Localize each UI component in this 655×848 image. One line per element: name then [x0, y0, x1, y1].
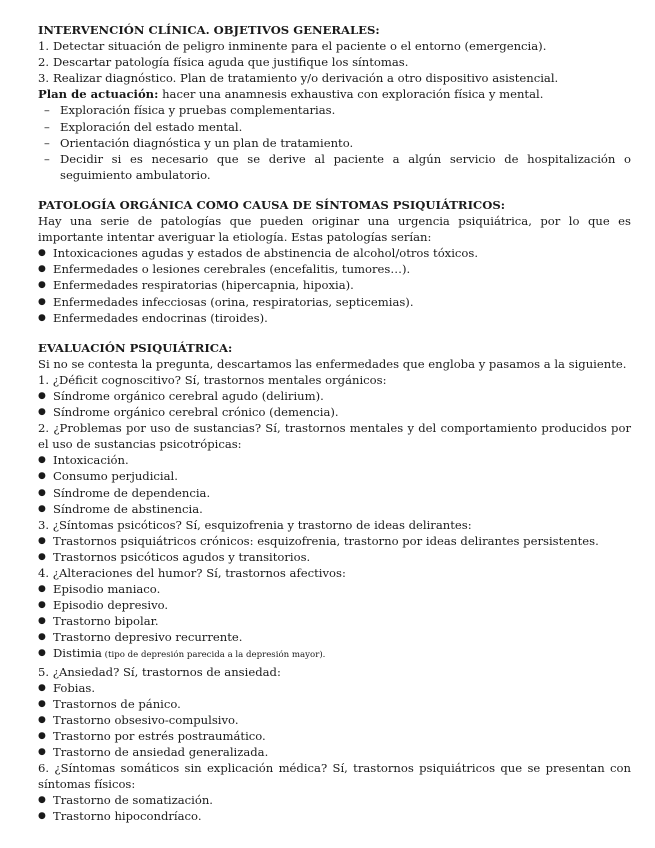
bullet-item: ● Episodio depresivo. [38, 598, 169, 613]
numbered-item: 2. Descartar patología física aguda que justifique los síntomas. [38, 55, 409, 70]
dash-item: – Exploración del estado mental. [44, 119, 243, 134]
question-6: 6. ¿Síntomas somáticos sin explicación médica? Sí, trastornos psiquiátricos que se presentan con síntomas físicos: [38, 761, 631, 792]
dash-item: – Decidir si es necesario que se derive al paciente a algún servicio de hospitalización o seguimiento ambulatorio. [44, 151, 631, 182]
bullet-item: ● Episodio maniaco. [38, 582, 161, 597]
bullet-item: ● Trastorno hipocondríaco. [38, 809, 202, 824]
section-heading-patologia: PATOLOGÍA ORGÁNICA COMO CAUSA DE SÍNTOMAS PSIQUIÁTRICOS: [38, 197, 505, 212]
bullet-item: ● Síndrome de abstinencia. [38, 501, 203, 516]
bullet-item: ● Enfermedades endocrinas (tiroides). [38, 310, 268, 325]
bullet-item: ● Trastorno bipolar. [38, 614, 159, 629]
dash-item: – Exploración física y pruebas complementarias. [44, 103, 336, 118]
bullet-item: ● Consumo perjudicial. [38, 469, 178, 484]
bullet-item: ● Trastorno de ansiedad generalizada. [38, 745, 269, 760]
numbered-item: 3. Realizar diagnóstico. Plan de tratamiento y/o derivación a otro dispositivo asistencial. [38, 71, 559, 86]
bullet-item: ● Intoxicaciones agudas y estados de abstinencia de alcohol/otros tóxicos. [38, 246, 479, 261]
bullet-item: ● Fobias. [38, 680, 96, 695]
bullet-item: ● Intoxicación. [38, 453, 129, 468]
spacer [38, 183, 631, 197]
question-2: 2. ¿Problemas por uso de sustancias? Sí, trastornos mentales y del comportamiento producidos por el uso de sustancias psicotrópicas: [38, 421, 631, 452]
bullet-item: ● Enfermedades infecciosas (orina, respiratorias, septicemias). [38, 294, 414, 309]
question-5: 5. ¿Ansiedad? Sí, trastornos de ansiedad: [38, 664, 281, 679]
bullet-item: ● Trastornos de pánico. [38, 696, 181, 711]
bullet-item: ● Síndrome de dependencia. [38, 485, 211, 500]
bullet-item: ● Trastorno por estrés postraumático. [38, 728, 266, 743]
dash-item: – Orientación diagnóstica y un plan de tratamiento. [44, 135, 354, 150]
bullet-item: ● Trastorno de somatización. [38, 793, 213, 808]
bullet-item: ● Trastorno obsesivo-compulsivo. [38, 712, 239, 727]
section-intro: Hay una serie de patologías que pueden originar una urgencia psiquiátrica, por lo que es importante intentar averiguar la etiología. Estas patologías serían: [38, 214, 631, 245]
bullet-item: ● Enfermedades o lesiones cerebrales (encefalitis, tumores…). [38, 262, 411, 277]
bullet-item: ● Distimia (tipo de depresión parecida a la depresión mayor). [38, 646, 326, 661]
plan-label: Plan de actuación: [38, 87, 159, 102]
question-4: 4. ¿Alteraciones del humor? Sí, trastornos afectivos: [38, 566, 346, 580]
bullet-item: ● Enfermedades respiratorias (hipercapnia, hipoxia). [38, 278, 354, 293]
bullet-item: ● Síndrome orgánico cerebral agudo (delirium). [38, 388, 324, 403]
bullet-item: ● Trastornos psiquiátricos crónicos: esquizofrenia, trastorno por ideas delirantes persistentes. [38, 533, 599, 548]
question-1: 1. ¿Déficit cognoscitivo? Sí, trastornos mentales orgánicos: [38, 372, 387, 387]
bullet-item: ● Trastorno depresivo recurrente. [38, 630, 243, 645]
footnote-note: (tipo de depresión parecida a la depresión mayor). [101, 650, 326, 661]
spacer [38, 326, 631, 340]
section-intro: Si no se contesta la pregunta, descartamos las enfermedades que engloba y pasamos a la siguiente. [38, 356, 627, 371]
numbered-item: 1. Detectar situación de peligro inminente para el paciente o el entorno (emergencia). [38, 39, 547, 54]
section-heading-objetivos: INTERVENCIÓN CLÍNICA. OBJETIVOS GENERALES: [38, 23, 380, 37]
section-heading-evaluacion: EVALUACIÓN PSIQUIÁTRICA: [38, 340, 233, 355]
question-3: 3. ¿Síntomas psicóticos? Sí, esquizofrenia y trastorno de ideas delirantes: [38, 517, 472, 532]
plan-line: Plan de actuación: hacer una anamnesis exhaustiva con exploración física y mental. [38, 87, 544, 102]
bullet-item: ● Trastornos psicóticos agudos y transitorios. [38, 549, 311, 564]
bullet-item: ● Síndrome orgánico cerebral crónico (demencia). [38, 405, 339, 420]
